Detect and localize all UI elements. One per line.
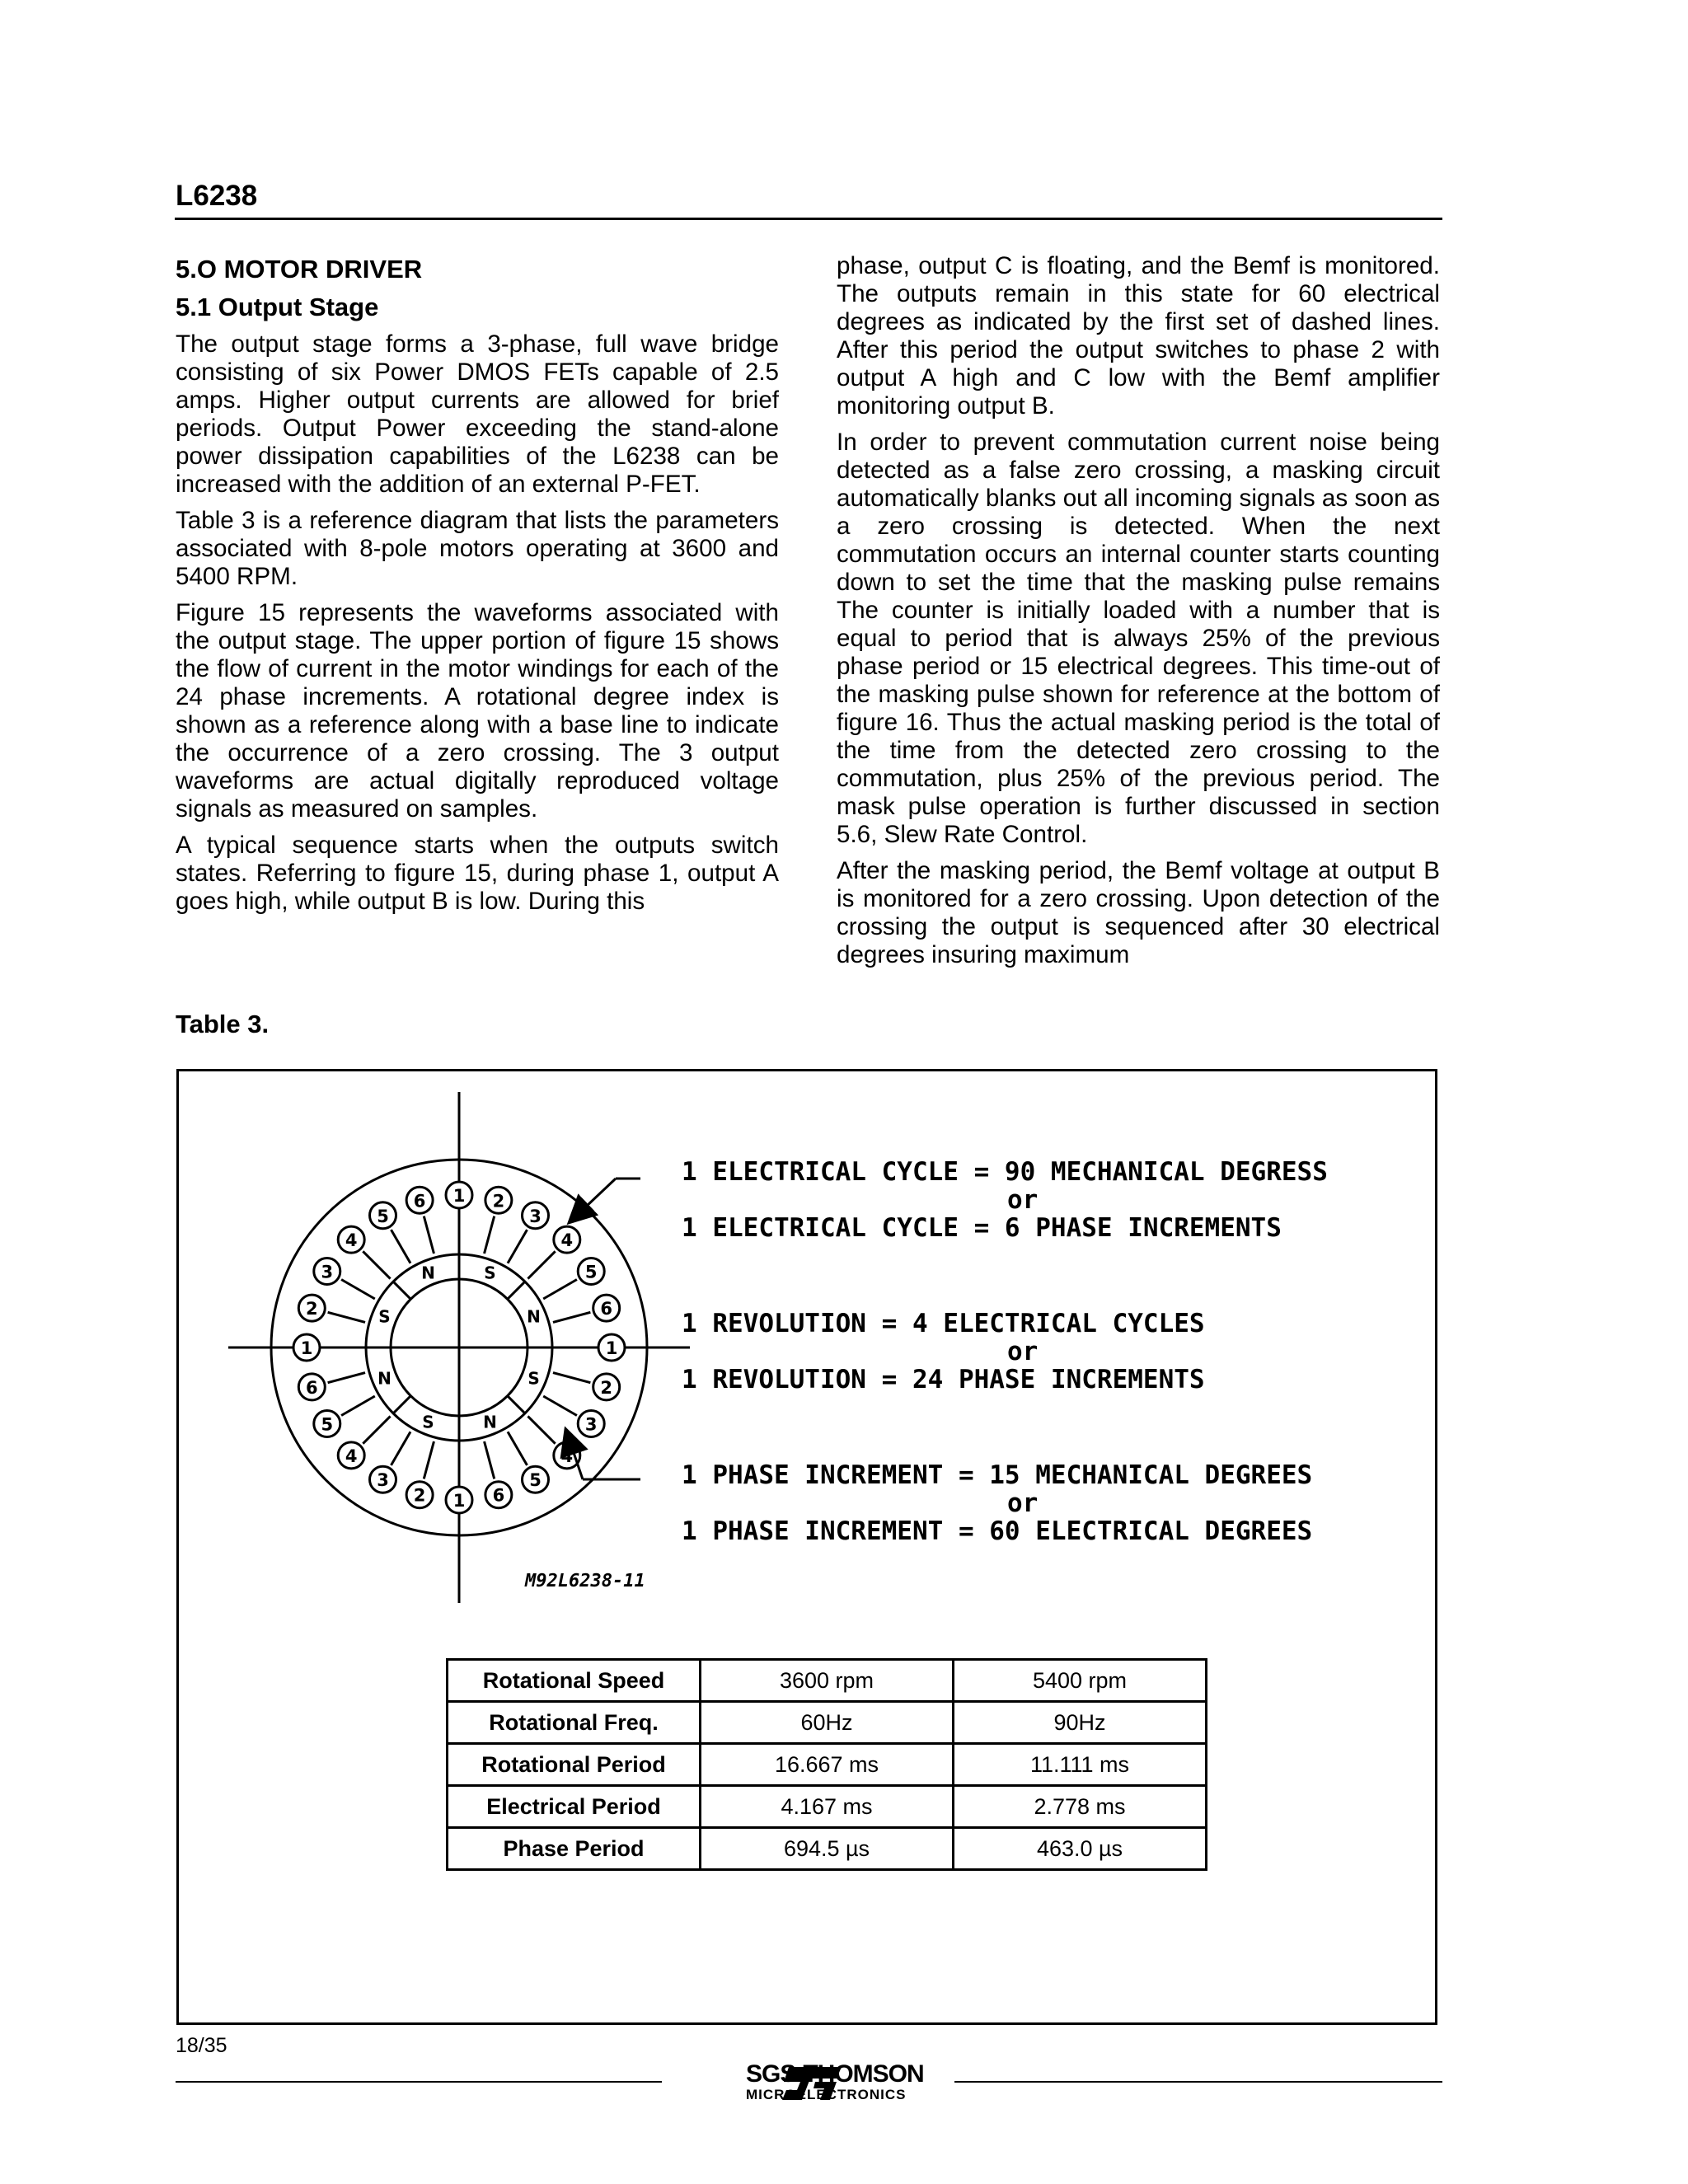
table-row (448, 1828, 1207, 1870)
row-label: Phase Period (448, 1828, 701, 1870)
winding-spoke (485, 1216, 495, 1254)
pole-divider (393, 1396, 410, 1413)
paragraph: The output stage forms a 3-phase, full wave bridge consisting of six Power DMOS FETs capable of 2.5 amps. Higher output currents are allowed for brief periods. Output Power exceeding the stand-alone power dissipation capabilities of the L6238 can be increased with the addition of an external P-FET. (176, 330, 779, 498)
pole-divider (508, 1396, 525, 1413)
company-name: SGS-THOMSON (746, 2060, 924, 2088)
value-3600: 3600 rpm (701, 1660, 954, 1702)
paragraph: After the masking period, the Bemf voltage at output B is monitored for a zero crossing. Upon detection of the crossing the output is sequenced after 30 electrical degrees insuring maximum (837, 857, 1440, 968)
relation-text: 1 REVOLUTION = 24 PHASE INCREMENTS (682, 1365, 1205, 1394)
company-division: MICROELECTRONICS (746, 2087, 907, 2102)
winding-spoke (553, 1312, 590, 1322)
relation-or: or (1007, 1185, 1039, 1215)
phase-number: 3 (321, 1262, 334, 1282)
phase-number: 3 (377, 1470, 389, 1491)
motor-pole-diagram (179, 1071, 1435, 2022)
row-label: Rotational Speed (448, 1660, 701, 1702)
row-label: Electrical Period (448, 1786, 701, 1828)
table-row (448, 1702, 1207, 1744)
header-rule (175, 218, 1442, 220)
value-5400: 90Hz (954, 1702, 1207, 1744)
phase-number: 6 (600, 1299, 613, 1319)
winding-spoke (543, 1396, 577, 1416)
winding-spoke (553, 1373, 590, 1383)
winding-spoke (424, 1216, 434, 1254)
page-number: 18/35 (176, 2034, 227, 2057)
pole-divider (508, 1282, 525, 1299)
table-row (448, 1744, 1207, 1786)
winding-spoke (328, 1312, 365, 1322)
phase-number: 1 (300, 1338, 313, 1358)
winding-spoke (328, 1373, 365, 1383)
rotor-pole-label: S (484, 1263, 496, 1283)
winding-spoke (363, 1251, 390, 1278)
winding-spoke (508, 1230, 528, 1263)
phase-number: 4 (345, 1446, 358, 1466)
winding-spoke (424, 1441, 434, 1479)
relation-text: 1 REVOLUTION = 4 ELECTRICAL CYCLES (682, 1309, 1205, 1338)
parameters-table (446, 1658, 1207, 1871)
paragraph: Table 3 is a reference diagram that lists the parameters associated with 8-pole motors operating at 3600 and 5400 RPM. (176, 507, 779, 590)
row-label: Rotational Freq. (448, 1702, 701, 1744)
paragraph: A typical sequence starts when the outputs switch states. Referring to figure 15, during phase 1, output A goes high, while output B is low. During this (176, 832, 779, 915)
phase-number: 5 (584, 1262, 598, 1282)
rotor-pole-label: N (527, 1306, 541, 1327)
rotor-pole-label: N (421, 1263, 435, 1283)
phase-number: 3 (584, 1414, 598, 1435)
rotor-pole-label: N (377, 1368, 392, 1389)
rotor-pole-label: N (483, 1412, 497, 1432)
paragraph: Figure 15 represents the waveforms associated with the output stage. The upper portion of figure 15 shows the flow of current in the motor windings for each of the 24 phase increments. A rotational degree index is shown as a reference along with a base line to indicate the occurrence of a zero crossing. The 3 output waveforms are actual digitally reproduced voltage signals as measured on samples. (176, 599, 779, 823)
row-label: Rotational Period (448, 1744, 701, 1786)
right-column (837, 252, 1440, 977)
winding-spoke (528, 1416, 555, 1443)
phase-number: 4 (345, 1230, 358, 1251)
value-5400: 5400 rpm (954, 1660, 1207, 1702)
relation-text: 1 ELECTRICAL CYCLE = 90 MECHANICAL DEGRESS (682, 1157, 1328, 1187)
footer-rule (176, 2081, 662, 2083)
phase-number: 6 (492, 1485, 505, 1506)
value-3600: 16.667 ms (701, 1744, 954, 1786)
winding-spoke (508, 1432, 528, 1465)
relation-text: 1 ELECTRICAL CYCLE = 6 PHASE INCREMENTS (682, 1213, 1282, 1243)
paragraph: In order to prevent commutation current noise being detected as a false zero crossing, a masking circuit automatically blanks out all incoming signals as soon as a zero crossing is detected. When the next commutation occurs an internal counter starts counting down to set the time that the masking pulse remains The counter is initially loaded with a number that is equal to period that is always 25% of the previous phase period or 15 electrical degrees. This time-out of the masking pulse shown for reference at the bottom of figure 16. Thus the actual masking period is the total of the time from the detected zero crossing to the commutation, plus 25% of the previous period. The mask pulse operation is further discussed in section 5.6, Slew Rate Control. (837, 429, 1441, 848)
winding-spoke (341, 1280, 375, 1300)
rotor-pole-label: S (378, 1306, 391, 1327)
phase-number: 2 (305, 1299, 318, 1319)
pole-divider (393, 1282, 410, 1299)
value-5400: 11.111 ms (954, 1744, 1207, 1786)
phase-number: 4 (560, 1230, 574, 1251)
phase-number: 3 (529, 1206, 542, 1226)
phase-number: 1 (452, 1186, 466, 1206)
phase-number: 2 (600, 1377, 613, 1398)
subsection-title: 5.1 Output Stage (176, 293, 379, 321)
relation-text: 1 PHASE INCREMENT = 15 MECHANICAL DEGREES (682, 1460, 1313, 1490)
footer-rule (954, 2081, 1442, 2083)
phase-number: 2 (492, 1191, 505, 1212)
winding-spoke (485, 1441, 495, 1479)
phase-number: 6 (413, 1191, 426, 1212)
figure-id: M92L6238-11 (525, 1571, 645, 1591)
figure-box (176, 1069, 1437, 2025)
paragraph: phase, output C is floating, and the Bemf is monitored. The outputs remain in this state for 60 electrical degrees as indicated by the first set of dashed lines. After this period the output switches to phase 2 with output A high and C low with the Bemf amplifier monitoring output B. (837, 252, 1440, 419)
phase-number: 1 (452, 1491, 466, 1511)
relation-text: 1 PHASE INCREMENT = 60 ELECTRICAL DEGREES (682, 1516, 1313, 1546)
relation-or: or (1007, 1337, 1039, 1366)
part-number: L6238 (176, 180, 258, 212)
section-title: 5.O MOTOR DRIVER (176, 255, 423, 284)
rotor-pole-label: S (528, 1368, 540, 1389)
value-3600: 694.5 µs (701, 1828, 954, 1870)
winding-spoke (363, 1416, 390, 1443)
phase-number: 4 (560, 1446, 574, 1466)
relation-or: or (1007, 1488, 1039, 1518)
value-5400: 2.778 ms (954, 1786, 1207, 1828)
phase-number: 1 (605, 1338, 618, 1358)
value-3600: 60Hz (701, 1702, 954, 1744)
winding-spoke (543, 1280, 577, 1300)
phase-number: 5 (529, 1470, 542, 1491)
winding-spoke (392, 1230, 411, 1263)
winding-spoke (341, 1396, 375, 1416)
phase-number: 6 (305, 1377, 318, 1398)
value-5400: 463.0 µs (954, 1828, 1207, 1870)
rotor-pole-label: S (422, 1412, 434, 1432)
phase-number: 2 (413, 1485, 426, 1506)
phase-number: 5 (377, 1206, 389, 1226)
winding-spoke (528, 1251, 555, 1278)
table-row (448, 1660, 1207, 1702)
value-3600: 4.167 ms (701, 1786, 954, 1828)
left-column (176, 252, 779, 924)
phase-number: 5 (321, 1414, 334, 1435)
table-row (448, 1786, 1207, 1828)
winding-spoke (392, 1432, 411, 1465)
table-caption: Table 3. (176, 1010, 270, 1038)
